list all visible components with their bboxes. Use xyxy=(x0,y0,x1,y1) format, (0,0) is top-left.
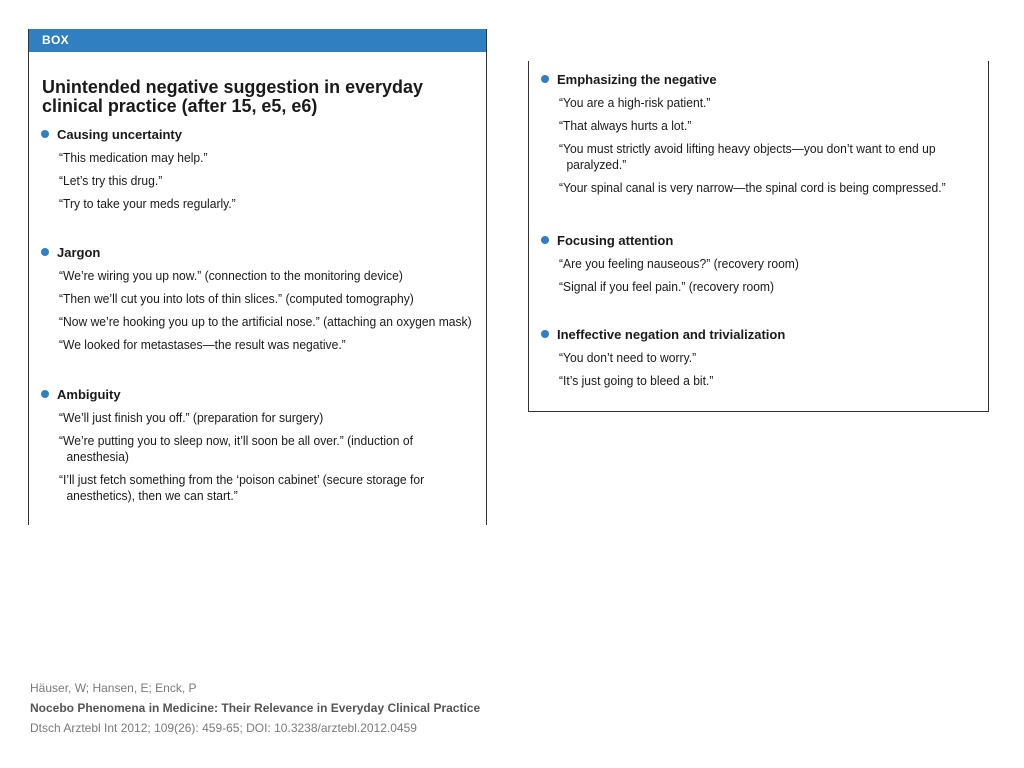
bullet-icon xyxy=(541,330,549,338)
quote: “I’ll just fetch something from the ‘poison cabinet’ (secure storage for anesthetics), then we can start.” xyxy=(59,472,425,503)
quote: “This medication may help.” xyxy=(59,150,208,165)
citation-authors: Häuser, W; Hansen, E; Enck, P xyxy=(30,681,197,695)
quote: “You are a high-risk patient.” xyxy=(559,95,711,110)
section-heading-text: Emphasizing the negative xyxy=(557,71,717,87)
quote: “You must strictly avoid lifting heavy objects—you don’t want to end up paralyzed.” xyxy=(559,141,936,172)
quote: “It’s just going to bleed a bit.” xyxy=(559,373,714,388)
section-heading-text: Ineffective negation and trivialization xyxy=(557,326,786,342)
section-heading xyxy=(41,243,481,261)
section-heading-text: Causing uncertainty xyxy=(57,126,182,142)
section-ambiguity xyxy=(41,385,481,504)
section-emphasizing-negative xyxy=(541,70,981,196)
quote: “Let’s try this drug.” xyxy=(59,173,163,188)
quote: “Then we’ll cut you into lots of thin slices.” (computed tomography) xyxy=(59,291,414,306)
section-heading xyxy=(541,231,981,249)
section-causing-uncertainty xyxy=(41,125,481,212)
box-title: Unintended negative suggestion in everyday clinical practice (after 15, e5, e6) xyxy=(42,76,423,116)
quote: “Now we’re hooking you up to the artificial nose.” (attaching an oxygen mask) xyxy=(59,314,472,329)
bullet-icon xyxy=(541,236,549,244)
section-heading xyxy=(41,385,481,403)
section-heading-text: Jargon xyxy=(57,244,101,260)
section-heading xyxy=(541,325,981,343)
section-ineffective-negation xyxy=(541,325,981,389)
section-heading-text: Ambiguity xyxy=(57,386,121,402)
quote: “We looked for metastases—the result was negative.” xyxy=(59,337,346,352)
box-panel-right xyxy=(528,61,989,412)
citation xyxy=(30,678,480,738)
quote: “Are you feeling nauseous?” (recovery room) xyxy=(559,256,799,271)
quote: “We’ll just finish you off.” (preparation for surgery) xyxy=(59,410,324,425)
bullet-icon xyxy=(41,390,49,398)
section-heading xyxy=(41,125,481,143)
bullet-icon xyxy=(541,75,549,83)
bullet-icon xyxy=(41,130,49,138)
quote: “We’re putting you to sleep now, it’ll soon be all over.” (induction of anesthesia) xyxy=(59,433,413,464)
section-focusing-attention xyxy=(541,231,981,295)
quote: “Signal if you feel pain.” (recovery room) xyxy=(559,279,775,294)
bullet-icon xyxy=(41,248,49,256)
section-heading-text: Focusing attention xyxy=(557,232,674,248)
citation-title: Nocebo Phenomena in Medicine: Their Relevance in Everyday Clinical Practice xyxy=(30,701,481,715)
quote: “Your spinal canal is very narrow—the spinal cord is being compressed.” xyxy=(559,180,946,195)
quote: “That always hurts a lot.” xyxy=(559,118,692,133)
citation-source: Dtsch Arztebl Int 2012; 109(26): 459-65; DOI: 10.3238/arztebl.2012.0459 xyxy=(30,721,417,735)
box-label: BOX xyxy=(29,29,486,52)
section-heading xyxy=(541,70,981,88)
section-jargon xyxy=(41,243,481,353)
quote: “You don’t need to worry.” xyxy=(559,350,697,365)
quote: “We’re wiring you up now.” (connection to the monitoring device) xyxy=(59,268,403,283)
quote: “Try to take your meds regularly.” xyxy=(59,196,236,211)
box-panel-left xyxy=(28,29,487,525)
